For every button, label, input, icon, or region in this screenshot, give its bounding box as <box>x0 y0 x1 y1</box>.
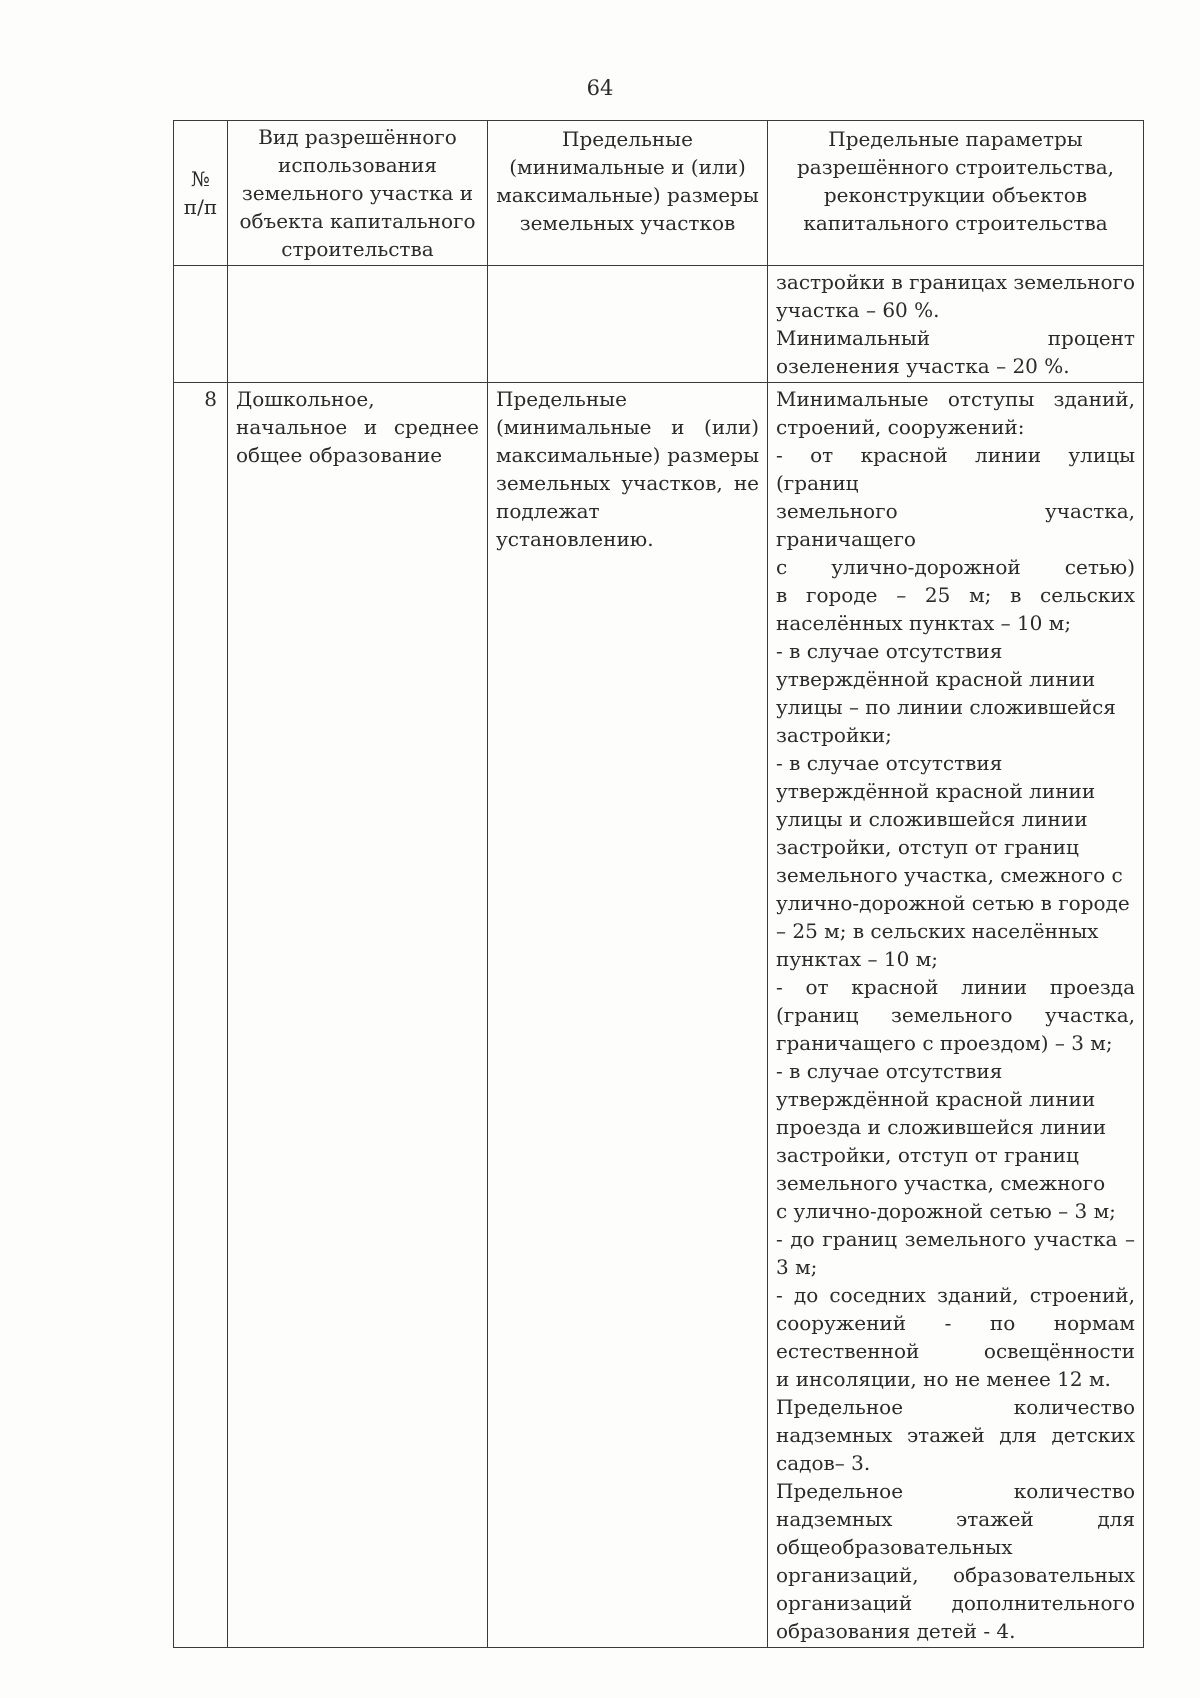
header-size-line: земельных участков <box>519 211 736 235</box>
header-size-line: максимальные) размеры <box>496 183 759 207</box>
params-line: - в случае отсутствия <box>776 751 1003 775</box>
header-type-line: строительства <box>281 237 434 261</box>
header-num-line: № <box>191 167 210 191</box>
params-line: граничащего с проездом) – 3 м; <box>776 1031 1113 1055</box>
header-num <box>174 121 228 266</box>
row-size-cell <box>488 383 768 1648</box>
header-size-line: Предельные <box>562 127 693 151</box>
params-line: сооружений - по нормам <box>776 1311 1135 1335</box>
params-line: с улично-дорожной сетью – 3 м; <box>776 1199 1116 1223</box>
continuation-size-cell <box>488 266 768 383</box>
header-size-line: (минимальные и (или) <box>509 155 746 179</box>
params-line: - до границ земельного участка – <box>776 1227 1135 1251</box>
size-line: Предельные <box>496 387 627 411</box>
size-line: подлежат установлению. <box>496 499 654 551</box>
header-type-line: использования <box>278 153 437 177</box>
header-size <box>488 121 768 266</box>
table-row-8 <box>174 383 1144 1648</box>
params-line: утверждённой красной линии <box>776 1087 1096 1111</box>
regulations-table <box>173 120 1144 1648</box>
header-params-line: реконструкции объектов <box>823 183 1088 207</box>
params-line: пунктах – 10 м; <box>776 947 939 971</box>
params-line: озеленения участка – 20 %. <box>776 354 1070 378</box>
continuation-num-cell <box>174 266 228 383</box>
params-line: Предельное количество <box>776 1395 1135 1419</box>
params-line: населённых пунктах – 10 м; <box>776 611 1072 635</box>
params-line: 3 м; <box>776 1255 818 1279</box>
type-line: общее образование <box>236 443 443 467</box>
params-line: Минимальные отступы зданий, <box>776 387 1135 411</box>
params-line: - в случае отсутствия <box>776 639 1003 663</box>
params-line: проезда и сложившейся линии <box>776 1115 1107 1139</box>
params-line: садов– 3. <box>776 1451 871 1475</box>
header-type-line: земельного участка и <box>241 181 474 205</box>
continuation-row <box>174 266 1144 383</box>
params-line: утверждённой красной линии <box>776 779 1096 803</box>
params-line: организаций, образовательных <box>776 1563 1135 1587</box>
params-line: строений, сооружений: <box>776 415 1025 439</box>
params-line: Предельное количество <box>776 1479 1135 1503</box>
params-line: – 25 м; в сельских населённых <box>776 919 1099 943</box>
params-line: земельного участка, смежного <box>776 1171 1106 1195</box>
params-line: земельного участка, граничащего <box>776 499 1135 551</box>
params-line: общеобразовательных <box>776 1535 1013 1559</box>
header-type <box>228 121 488 266</box>
params-line: организаций дополнительного <box>776 1591 1135 1615</box>
type-line: начальное и среднее <box>236 415 479 439</box>
row-type-cell <box>228 383 488 1648</box>
params-line: - от красной линии улицы (границ <box>776 443 1135 495</box>
params-line: улицы и сложившейся линии <box>776 807 1088 831</box>
header-type-line: объекта капитального <box>239 209 476 233</box>
page-number: 64 <box>586 76 614 100</box>
size-line: (минимальные и (или) <box>496 415 759 439</box>
params-line: (границ земельного участка, <box>776 1003 1135 1027</box>
header-params <box>768 121 1144 266</box>
params-line: - до соседних зданий, строений, <box>776 1283 1135 1307</box>
continuation-params-cell <box>768 266 1144 383</box>
header-params-line: разрешённого строительства, <box>796 155 1115 179</box>
params-line: - от красной линии проезда <box>776 975 1135 999</box>
header-params-line: капитального строительства <box>803 211 1108 235</box>
header-params-line: Предельные параметры <box>828 127 1083 151</box>
params-line: застройки, отступ от границ <box>776 1143 1079 1167</box>
row-params-cell <box>768 383 1144 1648</box>
params-line: участка – 60 %. <box>776 298 940 322</box>
params-line: образования детей - 4. <box>776 1619 1016 1643</box>
header-type-line: Вид разрешённого <box>258 125 457 149</box>
type-line: Дошкольное, <box>236 387 375 411</box>
params-line: улично-дорожной сетью в городе <box>776 891 1130 915</box>
params-line: естественной освещённости <box>776 1339 1135 1363</box>
params-line: надземных этажей для <box>776 1507 1135 1531</box>
params-line: утверждённой красной линии <box>776 667 1096 691</box>
params-line: земельного участка, смежного с <box>776 863 1123 887</box>
row-num-cell: 8 <box>174 383 228 1648</box>
params-line: застройки, отступ от границ <box>776 835 1079 859</box>
size-line: земельных участков, не <box>496 471 759 495</box>
header-num-line: п/п <box>183 195 218 219</box>
params-line: улицы – по линии сложившейся <box>776 695 1116 719</box>
header-row <box>174 121 1144 266</box>
params-line: с улично-дорожной сетью) <box>776 555 1135 579</box>
params-line: и инсоляции, но не менее 12 м. <box>776 1367 1111 1391</box>
params-line: - в случае отсутствия <box>776 1059 1003 1083</box>
continuation-type-cell <box>228 266 488 383</box>
params-line: застройки в границах земельного <box>776 270 1135 294</box>
params-line: застройки; <box>776 723 892 747</box>
size-line: максимальные) размеры <box>496 443 759 467</box>
params-line: Минимальный процент <box>776 326 1135 350</box>
params-line: в городе – 25 м; в сельских <box>776 583 1135 607</box>
params-line: надземных этажей для детских <box>776 1423 1135 1447</box>
